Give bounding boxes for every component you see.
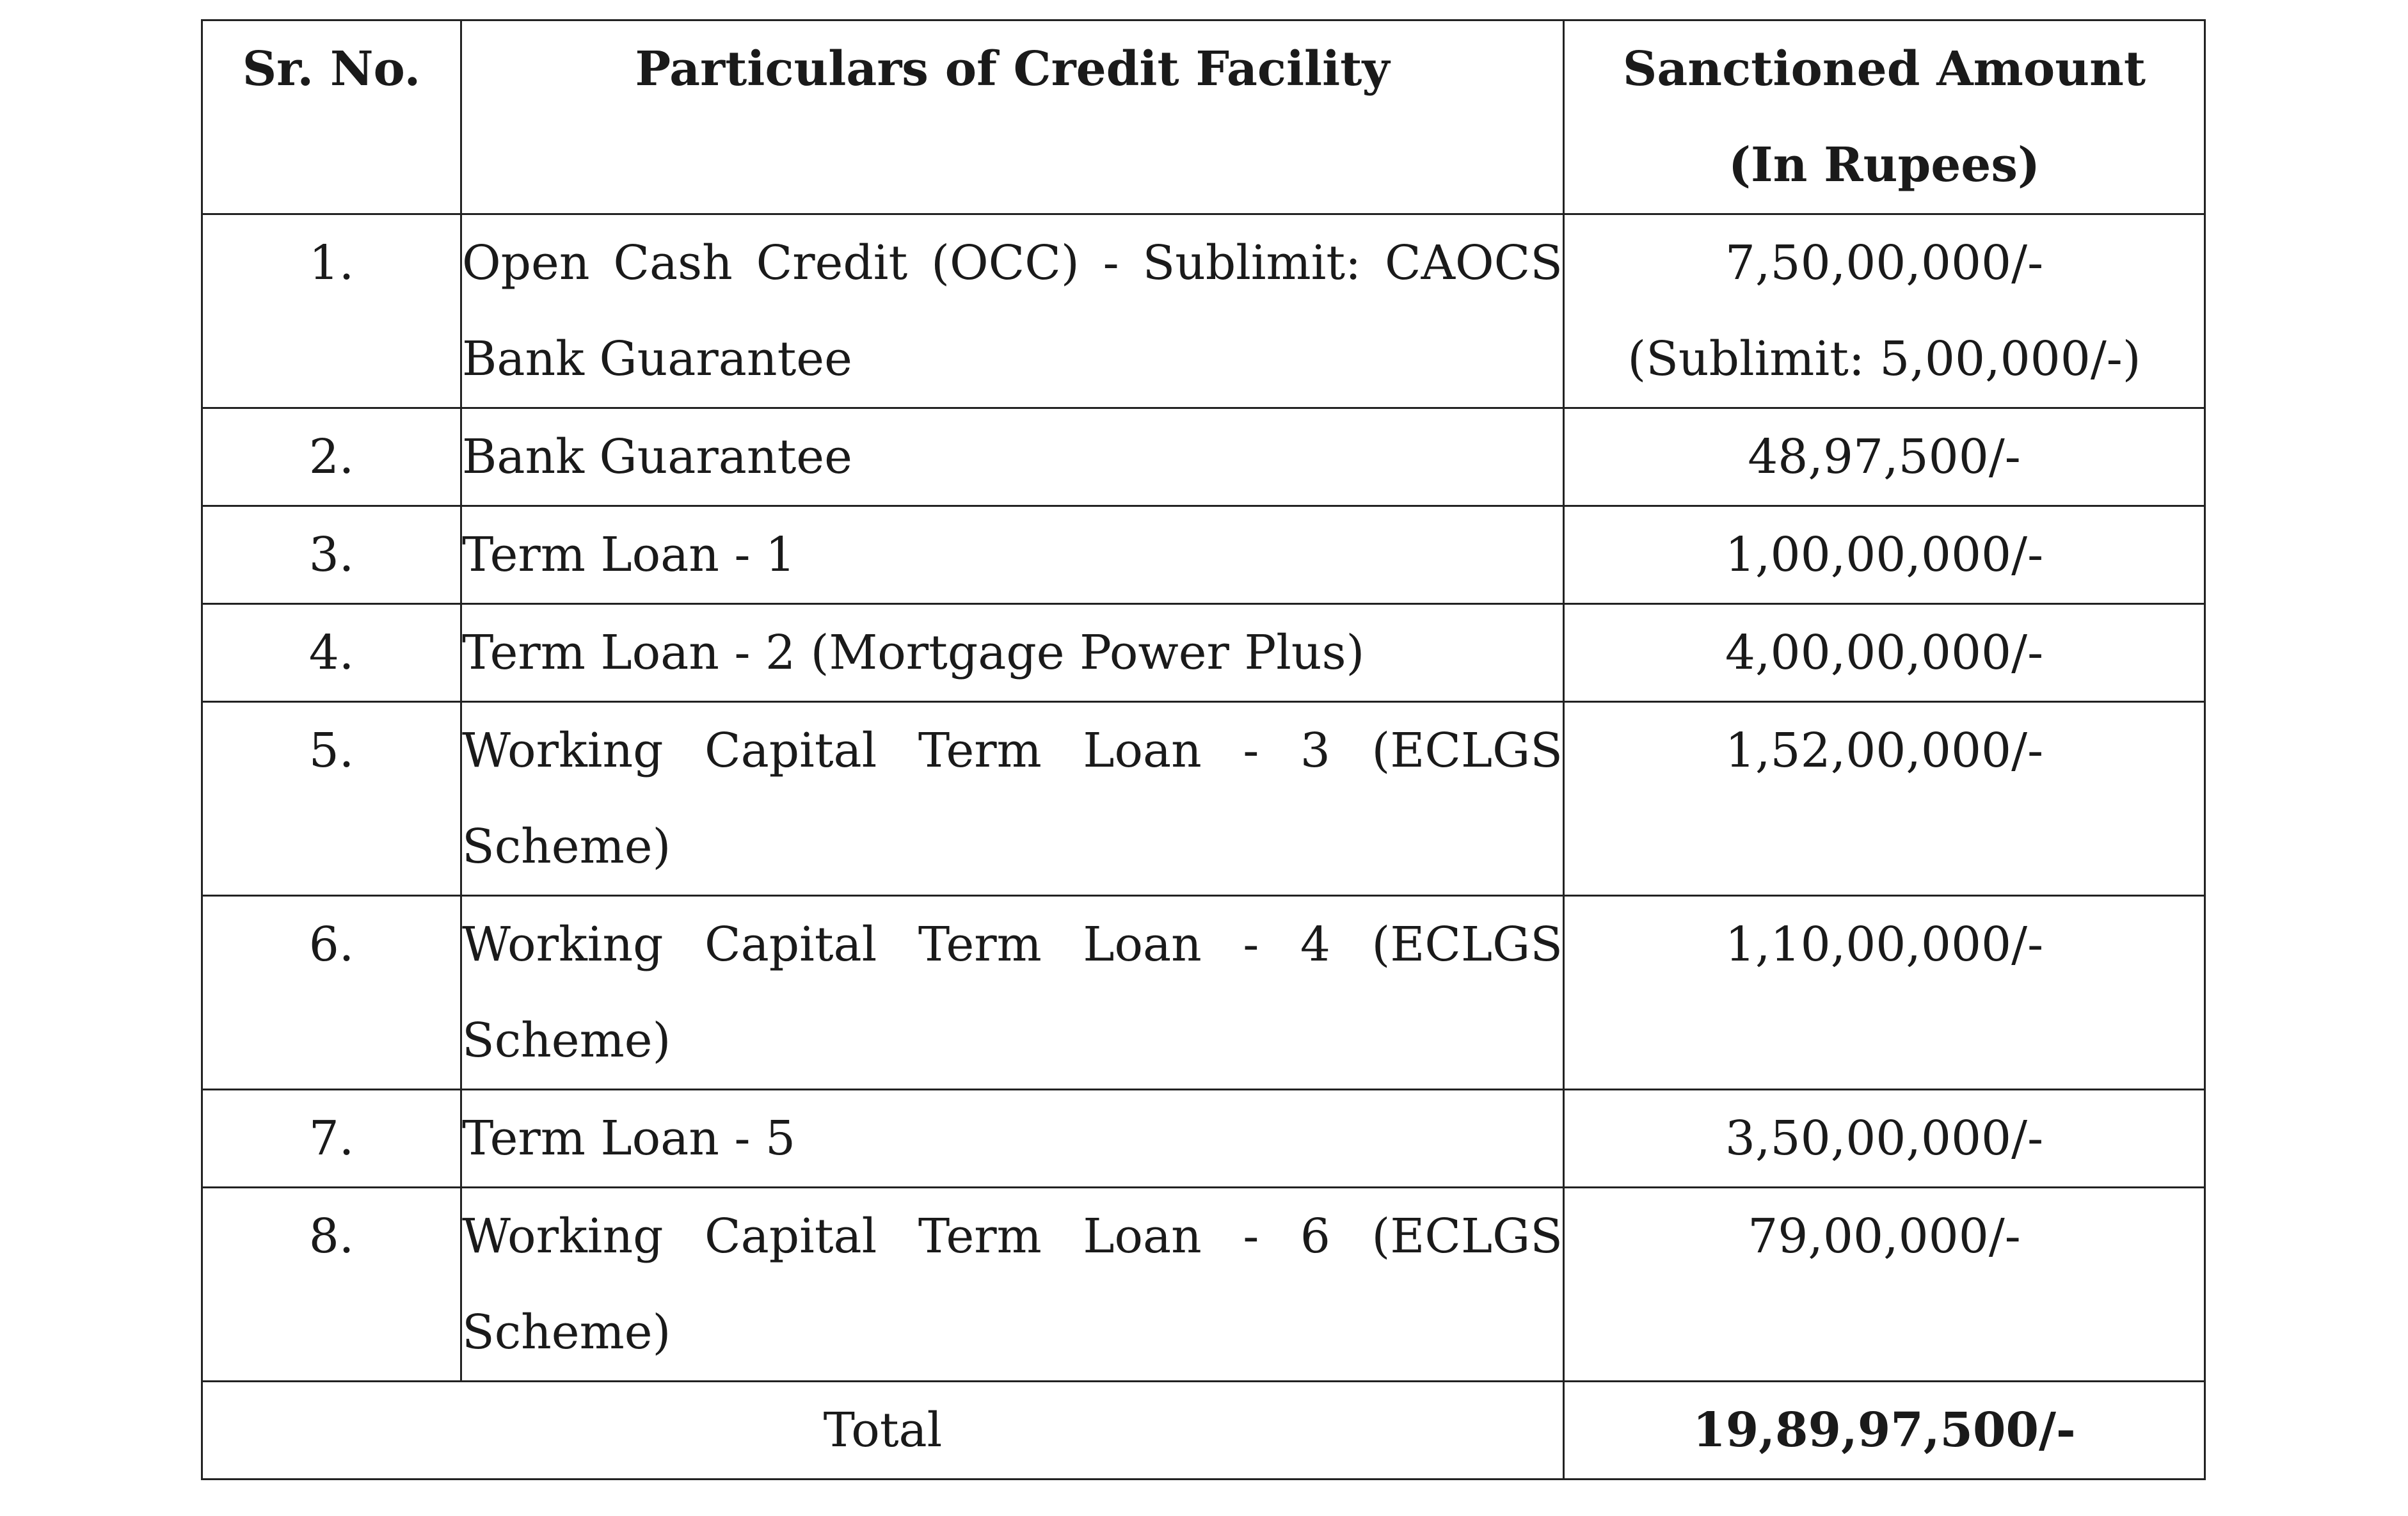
amount-cell: 79,00,000/- (1564, 1188, 2205, 1382)
amount-value: 7,50,00,000/- (1725, 235, 2044, 291)
particulars-cell: Open Cash Credit (OCC) - Sublimit: CAOCS Bank Guarantee (461, 214, 1564, 408)
particulars-cell: Term Loan - 5 (461, 1090, 1564, 1188)
sr-cell: 5. (202, 702, 461, 896)
total-amount: 19,89,97,500/- (1564, 1382, 2205, 1480)
amount-cell: 1,52,00,000/- (1564, 702, 2205, 896)
header-amount-line2: (In Rupees) (1728, 138, 2041, 193)
header-sanctioned-amount (1564, 20, 2205, 214)
header-amount-line1: Sanctioned Amount (1622, 42, 2146, 97)
amount-cell: 3,50,00,000/- (1564, 1090, 2205, 1188)
particulars-cell: Working Capital Term Loan - 4 (ECLGS Scheme) (461, 896, 1564, 1090)
total-row (202, 1382, 2205, 1480)
sr-cell: 7. (202, 1090, 461, 1188)
amount-cell: 4,00,00,000/- (1564, 604, 2205, 702)
amount-cell: 1,00,00,000/- (1564, 506, 2205, 604)
total-label: Total (202, 1382, 1564, 1480)
sr-cell: 2. (202, 408, 461, 506)
amount-sublimit-note: (Sublimit: 5,00,000/-) (1627, 331, 2141, 387)
particulars-cell: Working Capital Term Loan - 3 (ECLGS Scheme) (461, 702, 1564, 896)
sr-cell: 4. (202, 604, 461, 702)
amount-cell: 1,10,00,000/- (1564, 896, 2205, 1090)
table-row (202, 1188, 2205, 1382)
table-row (202, 604, 2205, 702)
particulars-cell: Bank Guarantee (461, 408, 1564, 506)
table-row (202, 896, 2205, 1090)
particulars-cell: Term Loan - 1 (461, 506, 1564, 604)
sr-cell: 1. (202, 214, 461, 408)
credit-facility-table (201, 19, 2206, 1480)
table-row (202, 214, 2205, 408)
table-row (202, 506, 2205, 604)
particulars-cell: Working Capital Term Loan - 6 (ECLGS Scheme) (461, 1188, 1564, 1382)
sr-cell: 6. (202, 896, 461, 1090)
sr-cell: 8. (202, 1188, 461, 1382)
particulars-cell: Term Loan - 2 (Mortgage Power Plus) (461, 604, 1564, 702)
amount-cell: 48,97,500/- (1564, 408, 2205, 506)
sr-cell: 3. (202, 506, 461, 604)
header-sr-no: Sr. No. (202, 20, 461, 214)
header-particulars: Particulars of Credit Facility (461, 20, 1564, 214)
table-row (202, 702, 2205, 896)
amount-cell (1564, 214, 2205, 408)
table-row (202, 1090, 2205, 1188)
header-row (202, 20, 2205, 214)
table-row (202, 408, 2205, 506)
